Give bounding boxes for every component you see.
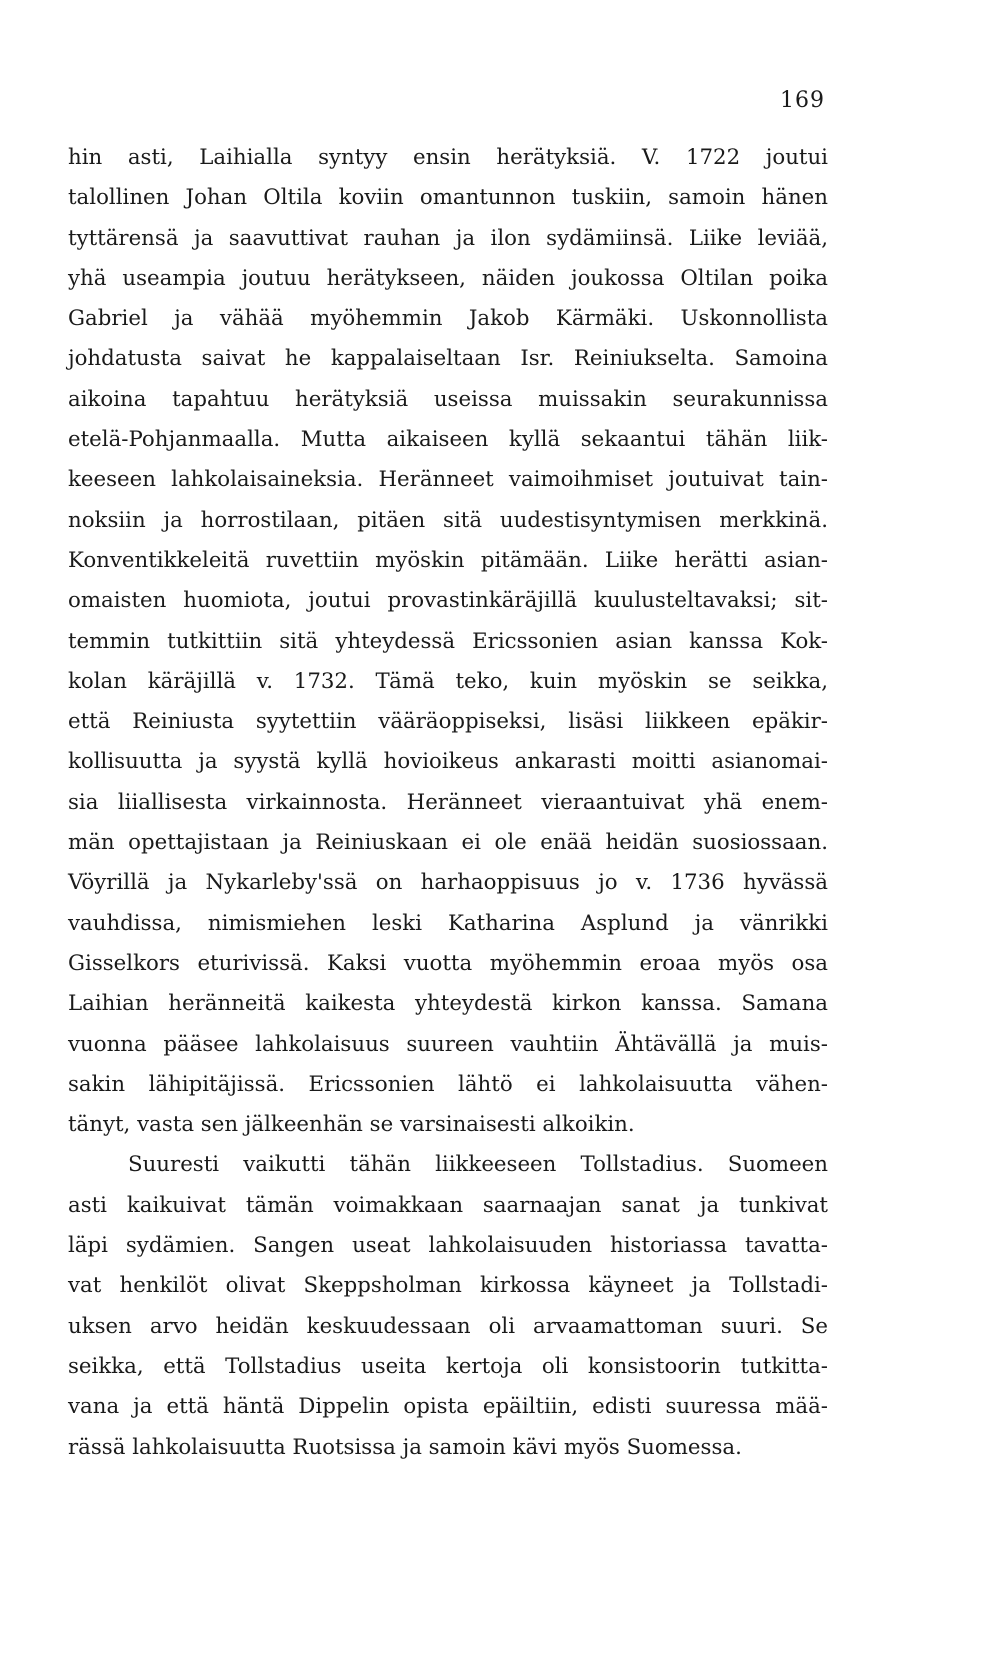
text-line: sakin lähipitäjissä. Ericssonien lähtö ei lahkolaisuutta vähen- <box>68 1071 828 1097</box>
text-line: Gisselkors eturivissä. Kaksi vuotta myöhemmin eroaa myös osa <box>68 950 828 976</box>
text-line: talollinen Johan Oltila koviin omantunnon tuskiin, samoin hänen <box>68 185 828 211</box>
text-line: seikka, että Tollstadius useita kertoja oli konsistoorin tutkitta- <box>68 1353 828 1379</box>
text-line: Gabriel ja vähää myöhemmin Jakob Kärmäki. Uskonnollista <box>68 306 828 332</box>
text-line: vana ja että häntä Dippelin opista epäiltiin, edisti suuressa mää- <box>68 1394 828 1420</box>
text-line: yhä useampia joutuu herätykseen, näiden joukossa Oltilan poika <box>68 265 828 291</box>
text-line: aikoina tapahtuu herätyksiä useissa muissakin seurakunnissa <box>68 386 828 412</box>
text-line: kolan käräjillä v. 1732. Tämä teko, kuin myöskin se seikka, <box>68 668 828 694</box>
text-line: män opettajistaan ja Reiniuskaan ei ole enää heidän suosiossaan. <box>68 830 828 856</box>
text-line: että Reiniusta syytettiin vääräoppiseksi, lisäsi liikkeen epäkir- <box>68 709 828 735</box>
text-line: asti kaikuivat tämän voimakkaan saarnaajan sanat ja tunkivat <box>68 1192 828 1218</box>
text-line: vat henkilöt olivat Skeppsholman kirkossa käyneet ja Tollstadi- <box>68 1273 828 1299</box>
text-line: omaisten huomiota, joutui provastinkäräjillä kuulusteltavaksi; sit- <box>68 588 828 614</box>
text-line: etelä-Pohjanmaalla. Mutta aikaiseen kyllä sekaantui tähän liik- <box>68 427 828 453</box>
text-line: Vöyrillä ja Nykarleby'ssä on harhaoppisuus jo v. 1736 hyvässä <box>68 870 828 896</box>
text-line: läpi sydämien. Sangen useat lahkolaisuuden historiassa tavatta- <box>68 1233 828 1259</box>
text-line: kollisuutta ja syystä kyllä hovioikeus ankarasti moitti asianomai- <box>68 749 828 775</box>
text-line: johdatusta saivat he kappalaiseltaan Isr. Reiniukselta. Samoina <box>68 346 828 372</box>
text-line: tänyt, vasta sen jälkeenhän se varsinaisesti alkoikin. <box>68 1112 635 1138</box>
text-line: vauhdissa, nimismiehen leski Katharina Asplund ja vänrikki <box>68 910 828 936</box>
text-line: keeseen lahkolaisaineksia. Heränneet vaimoihmiset joutuivat tain- <box>68 467 828 493</box>
text-line: Suuresti vaikutti tähän liikkeeseen Tollstadius. Suomeen <box>128 1152 828 1178</box>
page-number: 169 <box>780 88 825 113</box>
body-text <box>68 138 828 1468</box>
text-line: uksen arvo heidän keskuudessaan oli arvaamattoman suuri. Se <box>68 1313 828 1339</box>
text-line: tyttärensä ja saavuttivat rauhan ja ilon sydämiinsä. Liike leviää, <box>68 225 828 251</box>
text-line: rässä lahkolaisuutta Ruotsissa ja samoin kävi myös Suomessa. <box>68 1434 742 1460</box>
text-line: hin asti, Laihialla syntyy ensin herätyksiä. V. 1722 joutui <box>68 145 828 170</box>
paragraph-2 <box>68 1145 828 1467</box>
text-line: Laihian heränneitä kaikesta yhteydestä kirkon kanssa. Samana <box>68 991 828 1017</box>
text-line: vuonna pääsee lahkolaisuus suureen vauhtiin Ähtävällä ja muis- <box>68 1031 828 1057</box>
text-line: temmin tutkittiin sitä yhteydessä Ericssonien asian kanssa Kok- <box>68 628 828 654</box>
text-line: noksiin ja horrostilaan, pitäen sitä uudestisyntymisen merkkinä. <box>68 507 828 533</box>
paragraph-1 <box>68 138 828 1145</box>
text-line: sia liiallisesta virkainnosta. Heränneet vieraantuivat yhä enem- <box>68 789 828 815</box>
text-line: Konventikkeleitä ruvettiin myöskin pitämään. Liike herätti asian- <box>68 547 828 573</box>
